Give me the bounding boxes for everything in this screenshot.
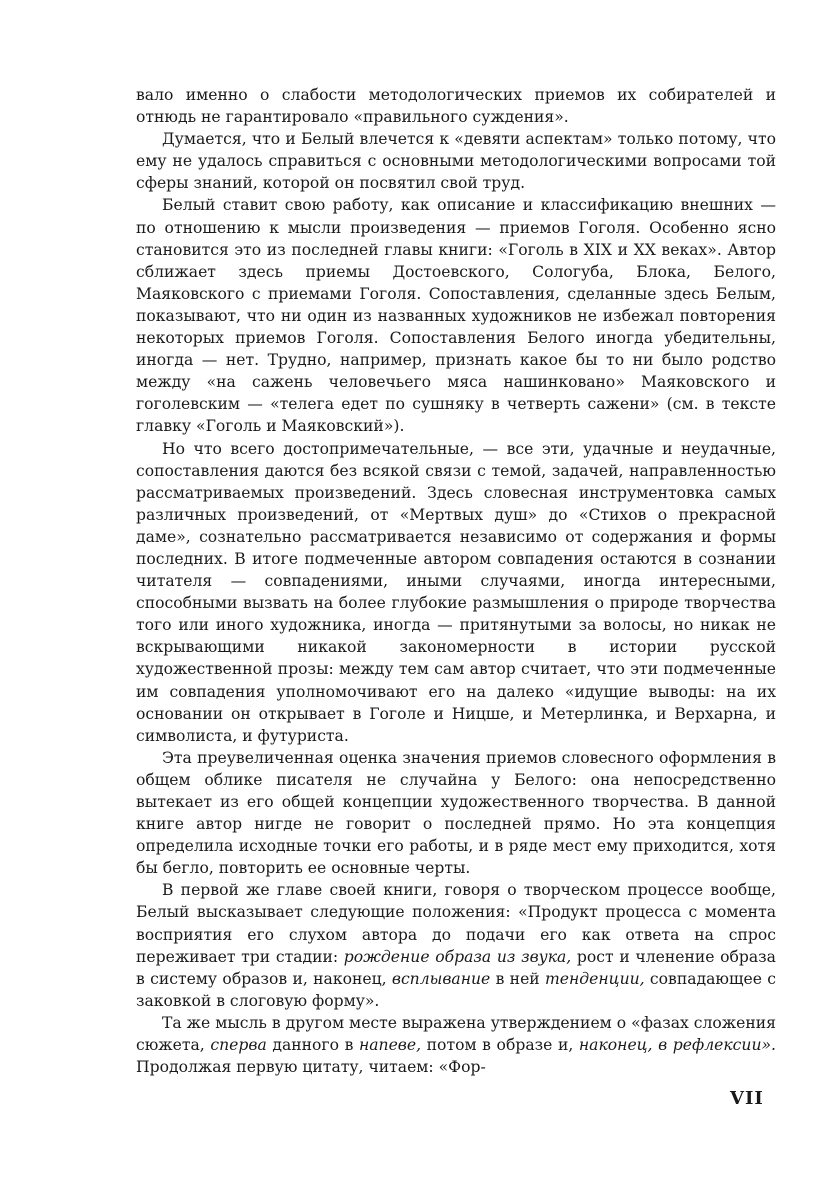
italic-segment: напеве, <box>358 1036 422 1055</box>
italic-segment: тенденции, <box>545 969 645 988</box>
italic-segment: сперва <box>210 1036 267 1055</box>
italic-segment: наконец, в рефлексии». <box>578 1036 776 1055</box>
paragraph <box>136 879 776 1012</box>
text-segment: Та же мысль в другом месте выражена утверждением о «фазах сложения сюжета, <box>136 1013 776 1055</box>
text-segment: потом в образе и, <box>421 1036 579 1055</box>
text-segment: В первой же главе своей книги, говоря о творческом процессе вообще, Белый высказывает следующие положения: «Продукт процесса с момента восприятия его слухом автора до подачи его как ответа на спрос переживает три стадии: <box>136 881 776 966</box>
text-segment: Продолжая первую цитату, читаем: «Фор- <box>136 1058 486 1077</box>
text-segment: Думается, что и Белый влечется к «девяти аспектам» только потому, что ему не удалось справиться с основными методологическими вопросами той сферы знаний, которой он посвятил свой труд. <box>136 130 776 193</box>
text-segment: данного в <box>266 1036 359 1055</box>
italic-segment: рождение образа из звука, <box>343 947 572 966</box>
paragraph <box>136 438 776 747</box>
page-number: VII <box>730 1088 764 1109</box>
text-segment: рост и членение образа в систему образов и, наконец, <box>136 947 776 988</box>
text-segment: совпадающее с заковкой в слоговую форму». <box>136 969 776 1010</box>
text-segment: Но что всего достопримечательные, — все эти, удачные и неудачные, сопоставления даются без всякой связи с темой, задачей, направленностью рассматриваемых произведений. Здесь словесная инструментовка самых различных произведений, от «Мертвых душ» до «Стихов о прекрасной даме», сознательно рассматривается независимо от содержания и формы последних. В итоге подмеченные автором совпадения остаются в сознании читателя — совпадениями, иными случаями, иногда интересными, способными вызвать на более глубокие размышления о природе творчества того или иного художника, иногда — притянутыми за волосы, но никак не вскрывающими никакой закономерности в истории русской художественной прозы: между тем сам автор считает, что эти подмеченные им совпадения уполномочивают его на далеко «идущие выводы: на их основании он открывает в Гоголе и Ницше, и Метерлинка, и Верхарна, и символиста, и футуриста. <box>136 439 776 745</box>
text-segment: Эта преувеличенная оценка значения приемов словесного оформления в общем облике писателя не случайна у Белого: она непосредственно вытекает из его общей концепции художественного творчества. В данной книге автор нигде не говорит о последней прямо. Но эта концепция определила исходные точки его работы, и в ряде мест ему приходится, хотя бы бегло, повторить ее основные черты. <box>136 748 776 878</box>
text-segment: в ней <box>490 969 546 988</box>
paragraph <box>136 747 776 880</box>
paragraph <box>136 194 776 437</box>
paragraph <box>136 128 776 194</box>
paragraph <box>136 84 776 128</box>
italic-segment: всплывание <box>391 969 491 988</box>
paragraph <box>136 1012 776 1078</box>
text-segment: Белый ставит свою работу, как описание и классификацию внешних — по отношению к мысли произведения — приемов Гоголя. Особенно ясно становится это из последней главы книги: «Гоголь в XIX и XX веках». Автор сближает здесь приемы Достоевского, Сологуба, Блока, Белого, Маяковского с приемами Гоголя. Сопоставления, сделанные здесь Белым, показывают, что ни один из названных художников не избежал повторения некоторых приемов Гоголя. Сопоставления Белого иногда убедительны, иногда — нет. Трудно, например, признать какое бы то ни было родство между «на сажень человечьего мяса нашинковано» Маяковского и гоголевским — «телега едет по сушняку в четверть сажени» (см. в тексте главку «Гоголь и Маяковский»). <box>136 196 776 436</box>
text-segment: вало именно о слабости методологических приемов их собирателей и отнюдь не гарантировало «правильного суждения». <box>136 86 776 127</box>
main-text <box>136 84 776 1078</box>
